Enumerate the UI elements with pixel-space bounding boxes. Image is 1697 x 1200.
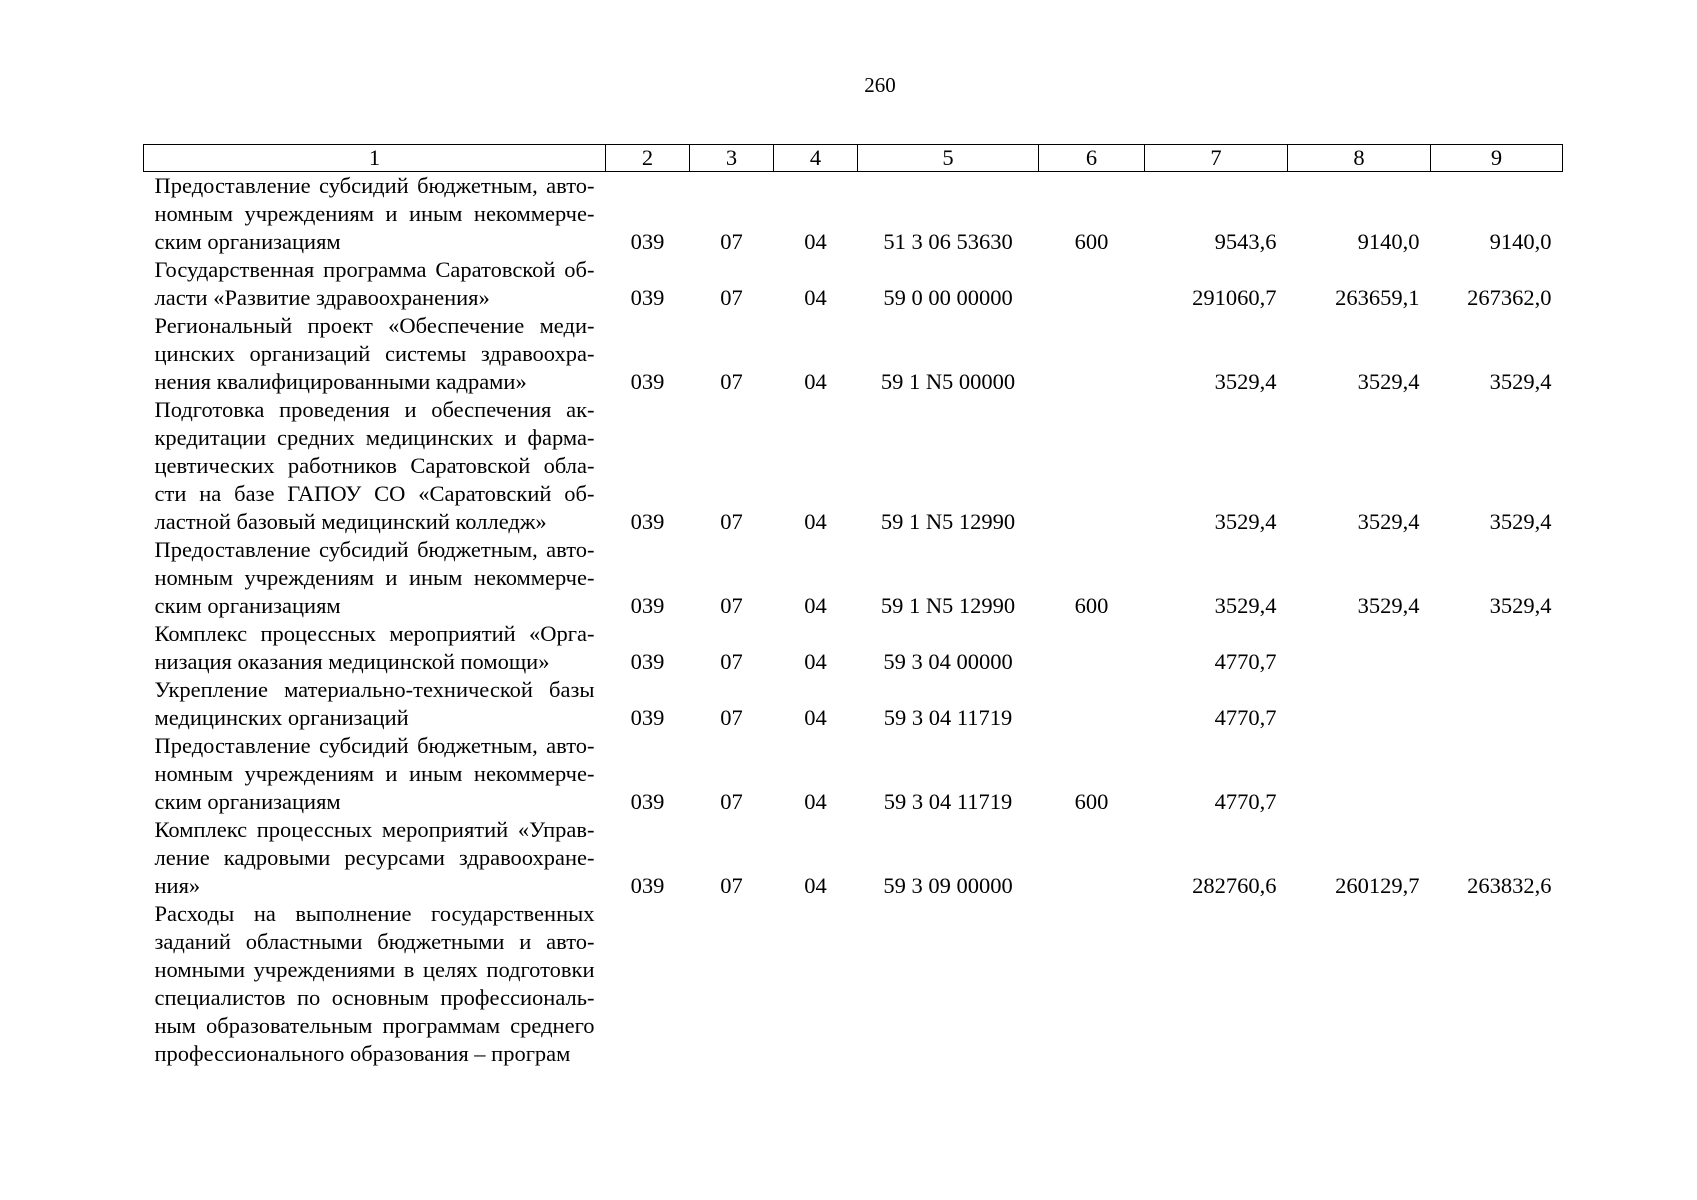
row-code-2: 039 [630, 705, 665, 730]
table-row [144, 620, 1563, 676]
row-code-5: 59 1 N5 12990 [880, 509, 1016, 534]
row-amount-8: 263659,1 [1335, 285, 1420, 310]
row-code-4: 04 [804, 509, 827, 534]
row-amount-8: 3529,4 [1357, 509, 1420, 534]
table-row [144, 816, 1563, 900]
row-amount-9: 3529,4 [1489, 509, 1552, 534]
row-code-4: 04 [804, 369, 827, 394]
row-name: Предоставление субсидий бюджетным, автономным учреждениям и иным некоммерческим организациям [154, 733, 595, 814]
row-code-2: 039 [630, 789, 665, 814]
row-code-6 [1039, 256, 1145, 312]
row-name: Укрепление материально-технической базы медицинских организаций [154, 677, 595, 730]
row-name: Расходы на выполнение государственных заданий областными бюджетными и автономными учреждениями в целях подготовки специалистов по основным профессиональным образовательным программам среднего профессионального образования – програм [154, 901, 595, 1066]
row-amount-8 [1288, 676, 1431, 732]
row-code-2: 039 [630, 649, 665, 674]
table-row [144, 536, 1563, 620]
row-code-2: 039 [630, 229, 665, 254]
row-code-6 [1039, 620, 1145, 676]
header-col-1: 1 [144, 145, 606, 172]
row-code-3: 07 [720, 285, 743, 310]
row-code-5: 59 3 04 00000 [883, 649, 1013, 674]
row-code-6: 600 [1074, 593, 1109, 618]
row-code-6 [1039, 676, 1145, 732]
row-code-4 [774, 900, 858, 1068]
row-name: Комплекс процессных мероприятий «Управление кадровыми ресурсами здравоохранения» [154, 817, 595, 898]
row-amount-7: 4770,7 [1214, 649, 1277, 674]
table-row [144, 312, 1563, 396]
table-row [144, 256, 1563, 312]
row-amount-9: 3529,4 [1489, 593, 1552, 618]
row-amount-8 [1288, 900, 1431, 1068]
row-code-2: 039 [630, 873, 665, 898]
row-amount-8 [1288, 732, 1431, 816]
row-code-5: 59 3 04 11719 [883, 789, 1013, 814]
page-number: 260 [864, 73, 896, 97]
row-code-4: 04 [804, 789, 827, 814]
row-name: Региональный проект «Обеспечение медицинских организаций системы здравоохранения квалифицированными кадрами» [154, 313, 595, 394]
header-col-7: 7 [1145, 145, 1288, 172]
row-amount-8: 3529,4 [1357, 593, 1420, 618]
row-code-4: 04 [804, 705, 827, 730]
row-code-3: 07 [720, 873, 743, 898]
row-code-3: 07 [720, 593, 743, 618]
table-row [144, 900, 1563, 1068]
row-amount-7: 291060,7 [1192, 285, 1277, 310]
row-code-3: 07 [720, 509, 743, 534]
row-amount-9: 9140,0 [1489, 229, 1552, 254]
row-name: Предоставление субсидий бюджетным, автономным учреждениям и иным некоммерческим организациям [154, 537, 595, 618]
row-code-4: 04 [804, 873, 827, 898]
table-row [144, 396, 1563, 536]
header-col-2: 2 [606, 145, 690, 172]
row-code-5: 59 3 09 00000 [883, 873, 1013, 898]
header-col-6: 6 [1039, 145, 1145, 172]
budget-table [143, 144, 1563, 1068]
row-amount-9: 3529,4 [1489, 369, 1552, 394]
row-code-3 [690, 900, 774, 1068]
row-name: Подготовка проведения и обеспечения аккредитации средних медицинских и фармацевтических работников Саратовской области на базе ГАПОУ СО «Саратовский областной базовый медицинский колледж» [154, 397, 595, 534]
row-code-6: 600 [1074, 789, 1109, 814]
table-row [144, 732, 1563, 816]
header-col-3: 3 [690, 145, 774, 172]
row-amount-9: 263832,6 [1467, 873, 1552, 898]
row-amount-7 [1145, 900, 1288, 1068]
row-amount-9 [1431, 900, 1563, 1068]
row-amount-9 [1431, 732, 1563, 816]
row-code-4: 04 [804, 649, 827, 674]
row-code-5: 59 1 N5 00000 [880, 369, 1016, 394]
row-code-6: 600 [1074, 229, 1109, 254]
table-row [144, 172, 1563, 257]
table-row [144, 676, 1563, 732]
row-code-5: 59 3 04 11719 [883, 705, 1013, 730]
row-amount-8: 260129,7 [1335, 873, 1420, 898]
row-code-6 [1039, 816, 1145, 900]
row-amount-9 [1431, 676, 1563, 732]
row-amount-9: 267362,0 [1467, 285, 1552, 310]
row-amount-9 [1431, 620, 1563, 676]
row-code-5 [858, 900, 1039, 1068]
row-code-2: 039 [630, 593, 665, 618]
row-code-4: 04 [804, 285, 827, 310]
row-amount-7: 9543,6 [1214, 229, 1277, 254]
row-code-4: 04 [804, 229, 827, 254]
header-col-9: 9 [1431, 145, 1563, 172]
row-name: Предоставление субсидий бюджетным, автономным учреждениям и иным некоммерческим организациям [154, 173, 595, 254]
row-code-2: 039 [630, 509, 665, 534]
header-col-8: 8 [1288, 145, 1431, 172]
row-code-6 [1039, 900, 1145, 1068]
header-col-5: 5 [858, 145, 1039, 172]
row-code-5: 59 0 00 00000 [883, 285, 1013, 310]
row-code-3: 07 [720, 649, 743, 674]
row-code-3: 07 [720, 789, 743, 814]
row-code-3: 07 [720, 229, 743, 254]
row-code-6 [1039, 396, 1145, 536]
row-code-5: 51 3 06 53630 [883, 229, 1013, 254]
row-amount-8 [1288, 620, 1431, 676]
row-name: Комплекс процессных мероприятий «Организация оказания медицинской помощи» [154, 621, 595, 674]
row-code-3: 07 [720, 705, 743, 730]
row-amount-7: 3529,4 [1214, 369, 1277, 394]
row-name: Государственная программа Саратовской области «Развитие здравоохранения» [154, 257, 595, 310]
row-code-6 [1039, 312, 1145, 396]
header-col-4: 4 [774, 145, 858, 172]
row-code-2: 039 [630, 369, 665, 394]
row-code-5: 59 1 N5 12990 [880, 593, 1016, 618]
row-amount-7: 4770,7 [1214, 705, 1277, 730]
row-amount-7: 4770,7 [1214, 789, 1277, 814]
row-code-4: 04 [804, 593, 827, 618]
row-code-3: 07 [720, 369, 743, 394]
row-amount-7: 3529,4 [1214, 509, 1277, 534]
row-amount-7: 282760,6 [1192, 873, 1277, 898]
row-code-2 [606, 900, 690, 1068]
row-amount-8: 9140,0 [1357, 229, 1420, 254]
header-row [144, 145, 1563, 172]
row-amount-8: 3529,4 [1357, 369, 1420, 394]
row-amount-7: 3529,4 [1214, 593, 1277, 618]
row-code-2: 039 [630, 285, 665, 310]
